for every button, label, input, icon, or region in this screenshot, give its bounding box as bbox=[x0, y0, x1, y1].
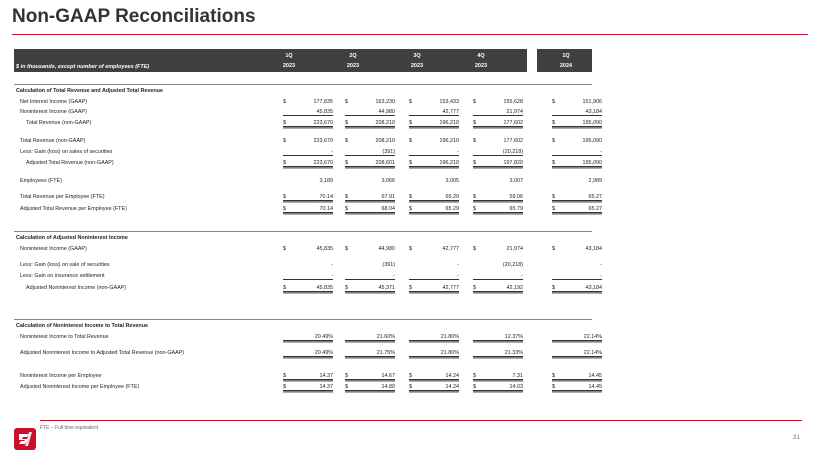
value-cell bbox=[409, 383, 459, 391]
value-cell bbox=[409, 272, 459, 280]
cell-value: - bbox=[331, 273, 333, 279]
value-cell bbox=[345, 205, 395, 213]
table-row bbox=[14, 245, 602, 253]
cell-value: 14.24 bbox=[445, 384, 459, 390]
cell-value: (20,218) bbox=[502, 262, 523, 268]
value-cell bbox=[552, 372, 602, 380]
value-cell bbox=[345, 261, 395, 269]
cell-value: - bbox=[521, 273, 523, 279]
currency-symbol: $ bbox=[345, 206, 348, 212]
page-number: 31 bbox=[792, 434, 800, 441]
row-label: Less: Gain (loss) on sale of securities bbox=[20, 262, 110, 268]
value-cell bbox=[409, 193, 459, 201]
table-row bbox=[14, 159, 602, 167]
currency-symbol: $ bbox=[473, 384, 476, 390]
value-cell bbox=[283, 284, 333, 292]
cell-value: 3,007 bbox=[509, 178, 523, 184]
value-cell bbox=[473, 108, 523, 116]
cell-value: - bbox=[331, 149, 333, 155]
currency-symbol: $ bbox=[552, 194, 555, 200]
cell-value: 65.27 bbox=[588, 206, 602, 212]
value-cell bbox=[409, 148, 459, 156]
value-cell bbox=[345, 272, 395, 280]
cell-value: 20.49% bbox=[314, 350, 333, 356]
cell-value: 3,189 bbox=[319, 178, 333, 184]
value-cell bbox=[409, 137, 459, 145]
section-title: Calculation of Noninterest Income to Total Revenue bbox=[16, 323, 148, 329]
value-cell bbox=[409, 205, 459, 213]
value-cell bbox=[283, 245, 333, 253]
value-cell bbox=[283, 148, 333, 156]
cell-value: - bbox=[457, 262, 459, 268]
cell-value: 59.06 bbox=[509, 194, 523, 200]
cell-value: 14.80 bbox=[381, 384, 395, 390]
value-cell bbox=[409, 108, 459, 116]
cell-value: - bbox=[457, 273, 459, 279]
currency-symbol: $ bbox=[552, 285, 555, 291]
value-cell bbox=[283, 205, 333, 213]
currency-symbol: $ bbox=[283, 285, 286, 291]
cell-value: 45,835 bbox=[316, 285, 333, 291]
value-cell bbox=[473, 137, 523, 145]
row-label: Noninterest Income (GAAP) bbox=[20, 109, 87, 115]
value-cell bbox=[283, 98, 333, 106]
row-label: Adjusted Total Revenue (non-GAAP) bbox=[26, 160, 114, 166]
cell-value: 21.60% bbox=[376, 334, 395, 340]
cell-value: 155,628 bbox=[503, 99, 523, 105]
cell-value: 65.27 bbox=[588, 194, 602, 200]
cell-value: 67.91 bbox=[381, 194, 395, 200]
value-cell bbox=[345, 148, 395, 156]
section-divider bbox=[14, 84, 592, 85]
value-cell bbox=[345, 177, 395, 185]
currency-symbol: $ bbox=[345, 194, 348, 200]
table-row bbox=[14, 205, 602, 213]
value-cell bbox=[473, 98, 523, 106]
currency-symbol: $ bbox=[473, 373, 476, 379]
value-cell bbox=[345, 245, 395, 253]
value-cell bbox=[552, 284, 602, 292]
value-cell bbox=[473, 245, 523, 253]
row-label: Less: Gain on insurance settlement bbox=[20, 273, 105, 279]
table-row bbox=[14, 261, 602, 269]
column-quarter: 2Q bbox=[349, 53, 357, 59]
cell-value: 177,602 bbox=[503, 120, 523, 126]
cell-value: 42,777 bbox=[442, 109, 459, 115]
value-cell bbox=[345, 137, 395, 145]
currency-symbol: $ bbox=[283, 99, 286, 105]
column-year: 2023 bbox=[410, 63, 424, 69]
cell-value: 45,835 bbox=[316, 109, 333, 115]
value-cell bbox=[473, 119, 523, 127]
units-note: $ in thousands, except number of employees (FTE) bbox=[16, 64, 150, 70]
cell-value: 12.37% bbox=[504, 334, 523, 340]
cell-value: 208,210 bbox=[375, 120, 395, 126]
cell-value: 45,371 bbox=[378, 285, 395, 291]
value-cell bbox=[552, 245, 602, 253]
cell-value: 22.14% bbox=[583, 334, 602, 340]
cell-value: (391) bbox=[382, 149, 395, 155]
value-cell bbox=[345, 284, 395, 292]
cell-value: 196,210 bbox=[439, 138, 459, 144]
cell-value: 65.79 bbox=[509, 206, 523, 212]
table-row bbox=[14, 383, 602, 391]
currency-symbol: $ bbox=[552, 384, 555, 390]
cell-value: 153,433 bbox=[439, 99, 459, 105]
page-title: Non-GAAP Reconciliations bbox=[12, 6, 256, 27]
value-cell bbox=[552, 108, 602, 116]
currency-symbol: $ bbox=[283, 138, 286, 144]
currency-symbol: $ bbox=[409, 285, 412, 291]
table-row bbox=[14, 333, 602, 341]
cell-value: 65.29 bbox=[445, 206, 459, 212]
cell-value: 42,777 bbox=[442, 246, 459, 252]
table-row bbox=[14, 372, 602, 380]
cell-value: 70.14 bbox=[319, 194, 333, 200]
section-header bbox=[14, 322, 592, 330]
section-divider bbox=[14, 319, 592, 320]
currency-symbol: $ bbox=[409, 206, 412, 212]
value-cell bbox=[283, 261, 333, 269]
cell-value: 42,777 bbox=[442, 285, 459, 291]
currency-symbol: $ bbox=[552, 206, 555, 212]
cell-value: 196,210 bbox=[439, 120, 459, 126]
value-cell bbox=[283, 108, 333, 116]
currency-symbol: $ bbox=[473, 99, 476, 105]
currency-symbol: $ bbox=[409, 246, 412, 252]
currency-symbol: $ bbox=[409, 384, 412, 390]
cell-value: 223,670 bbox=[313, 138, 333, 144]
row-label: Adjusted Noninterest Income per Employee (FTE) bbox=[20, 384, 140, 390]
row-label: Noninterest Income per Employee bbox=[20, 373, 102, 379]
cell-value: - bbox=[331, 262, 333, 268]
value-cell bbox=[473, 383, 523, 391]
cell-value: 14.67 bbox=[381, 373, 395, 379]
value-cell bbox=[409, 159, 459, 167]
cell-value: - bbox=[600, 262, 602, 268]
currency-symbol: $ bbox=[345, 160, 348, 166]
section-header bbox=[14, 234, 592, 242]
table-row bbox=[14, 148, 602, 156]
row-label: Net Interest Income (GAAP) bbox=[20, 99, 88, 105]
value-cell bbox=[473, 372, 523, 380]
cell-value: 43,184 bbox=[585, 285, 602, 291]
cell-value: 7.31 bbox=[512, 373, 523, 379]
currency-symbol: $ bbox=[473, 160, 476, 166]
value-cell bbox=[409, 372, 459, 380]
currency-symbol: $ bbox=[552, 99, 555, 105]
company-logo-icon bbox=[14, 428, 36, 450]
value-cell bbox=[283, 383, 333, 391]
value-cell bbox=[473, 349, 523, 357]
value-cell bbox=[283, 349, 333, 357]
cell-value: 21.80% bbox=[440, 350, 459, 356]
value-cell bbox=[283, 159, 333, 167]
cell-value: 223,670 bbox=[313, 160, 333, 166]
value-cell bbox=[345, 349, 395, 357]
currency-symbol: $ bbox=[345, 285, 348, 291]
cell-value: 14.24 bbox=[445, 373, 459, 379]
cell-value: (20,218) bbox=[502, 149, 523, 155]
row-label: Employees (FTE) bbox=[20, 178, 62, 184]
cell-value: 14.45 bbox=[588, 384, 602, 390]
value-cell bbox=[552, 261, 602, 269]
cell-value: - bbox=[600, 273, 602, 279]
cell-value: 14.45 bbox=[588, 373, 602, 379]
title-divider bbox=[12, 34, 808, 35]
value-cell bbox=[345, 108, 395, 116]
section-header bbox=[14, 87, 592, 95]
cell-value: 43,184 bbox=[585, 246, 602, 252]
cell-value: 14.37 bbox=[319, 384, 333, 390]
cell-value: 44,980 bbox=[378, 246, 395, 252]
column-year: 2023 bbox=[346, 63, 360, 69]
currency-symbol: $ bbox=[345, 99, 348, 105]
value-cell bbox=[552, 119, 602, 127]
currency-symbol: $ bbox=[552, 373, 555, 379]
cell-value: 3,066 bbox=[381, 178, 395, 184]
table-row bbox=[14, 177, 602, 185]
table-row bbox=[14, 193, 602, 201]
currency-symbol: $ bbox=[345, 384, 348, 390]
row-label: Less: Gain (loss) on sales of securities bbox=[20, 149, 113, 155]
value-cell bbox=[345, 383, 395, 391]
value-cell bbox=[552, 193, 602, 201]
row-label: Total Revenue per Employee (FTE) bbox=[20, 194, 105, 200]
value-cell bbox=[552, 98, 602, 106]
column-quarter: 4Q bbox=[477, 53, 485, 59]
row-label: Adjusted Noninterest Income (non-GAAP) bbox=[26, 285, 127, 291]
currency-symbol: $ bbox=[283, 373, 286, 379]
row-label: Adjusted Total Revenue per Employee (FTE) bbox=[20, 206, 127, 212]
value-cell bbox=[283, 372, 333, 380]
table-row bbox=[14, 137, 602, 145]
value-cell bbox=[473, 159, 523, 167]
value-cell bbox=[283, 119, 333, 127]
value-cell bbox=[473, 177, 523, 185]
cell-value: 65.29 bbox=[445, 194, 459, 200]
table-row bbox=[14, 284, 602, 292]
row-label: Noninterest Income (GAAP) bbox=[20, 246, 87, 252]
cell-value: 195,090 bbox=[582, 160, 602, 166]
currency-symbol: $ bbox=[283, 160, 286, 166]
section-title: Calculation of Total Revenue and Adjusted Total Revenue bbox=[16, 88, 163, 94]
value-cell bbox=[473, 333, 523, 341]
cell-value: 21,974 bbox=[506, 246, 523, 252]
value-cell bbox=[283, 177, 333, 185]
value-cell bbox=[409, 333, 459, 341]
row-label: Noninterest Income to Total Revenue bbox=[20, 334, 109, 340]
cell-value: 22.14% bbox=[583, 350, 602, 356]
value-cell bbox=[552, 383, 602, 391]
value-cell bbox=[552, 205, 602, 213]
table-row bbox=[14, 98, 602, 106]
currency-symbol: $ bbox=[409, 120, 412, 126]
section-title: Calculation of Adjusted Noninterest Income bbox=[16, 235, 128, 241]
cell-value: - bbox=[457, 149, 459, 155]
table-row bbox=[14, 108, 602, 116]
cell-value: 21.33% bbox=[504, 350, 523, 356]
currency-symbol: $ bbox=[283, 206, 286, 212]
value-cell bbox=[409, 119, 459, 127]
value-cell bbox=[552, 159, 602, 167]
currency-symbol: $ bbox=[283, 194, 286, 200]
currency-symbol: $ bbox=[552, 246, 555, 252]
cell-value: 177,835 bbox=[313, 99, 333, 105]
cell-value: 2,989 bbox=[588, 178, 602, 184]
cell-value: 196,210 bbox=[439, 160, 459, 166]
currency-symbol: $ bbox=[409, 373, 412, 379]
value-cell bbox=[345, 372, 395, 380]
cell-value: 42,192 bbox=[506, 285, 523, 291]
value-cell bbox=[409, 261, 459, 269]
value-cell bbox=[552, 148, 602, 156]
value-cell bbox=[552, 137, 602, 145]
cell-value: 68.04 bbox=[381, 206, 395, 212]
value-cell bbox=[345, 98, 395, 106]
currency-symbol: $ bbox=[345, 246, 348, 252]
currency-symbol: $ bbox=[473, 120, 476, 126]
row-label: Total Revenue (non-GAAP) bbox=[20, 138, 86, 144]
cell-value: 208,210 bbox=[375, 138, 395, 144]
cell-value: 20.49% bbox=[314, 334, 333, 340]
cell-value: 21.80% bbox=[440, 334, 459, 340]
table-header bbox=[14, 49, 592, 72]
value-cell bbox=[345, 193, 395, 201]
value-cell bbox=[473, 284, 523, 292]
cell-value: - bbox=[600, 149, 602, 155]
currency-symbol: $ bbox=[283, 120, 286, 126]
column-year: 2023 bbox=[474, 63, 488, 69]
currency-symbol: $ bbox=[473, 246, 476, 252]
currency-symbol: $ bbox=[345, 373, 348, 379]
value-cell bbox=[552, 272, 602, 280]
column-quarter: 1Q bbox=[562, 53, 570, 59]
cell-value: 223,670 bbox=[313, 120, 333, 126]
cell-value: 197,820 bbox=[503, 160, 523, 166]
cell-value: 14.37 bbox=[319, 373, 333, 379]
value-cell bbox=[473, 261, 523, 269]
value-cell bbox=[283, 193, 333, 201]
cell-value: 21.75% bbox=[376, 350, 395, 356]
value-cell bbox=[283, 272, 333, 280]
row-label: Adjusted Noninterest Income to Adjusted Total Revenue (non-GAAP) bbox=[20, 350, 185, 356]
value-cell bbox=[283, 333, 333, 341]
value-cell bbox=[345, 119, 395, 127]
cell-value: 195,090 bbox=[582, 120, 602, 126]
cell-value: 195,090 bbox=[582, 138, 602, 144]
column-quarter: 1Q bbox=[285, 53, 293, 59]
column-year: 2023 bbox=[282, 63, 296, 69]
value-cell bbox=[409, 177, 459, 185]
value-cell bbox=[283, 137, 333, 145]
value-cell bbox=[345, 159, 395, 167]
cell-value: 43,184 bbox=[585, 109, 602, 115]
cell-value: 44,980 bbox=[378, 109, 395, 115]
header-gap bbox=[527, 49, 537, 72]
currency-symbol: $ bbox=[473, 285, 476, 291]
column-quarter: 3Q bbox=[413, 53, 421, 59]
value-cell bbox=[473, 205, 523, 213]
currency-symbol: $ bbox=[283, 246, 286, 252]
currency-symbol: $ bbox=[409, 160, 412, 166]
currency-symbol: $ bbox=[409, 194, 412, 200]
cell-value: 21,974 bbox=[506, 109, 523, 115]
cell-value: - bbox=[393, 273, 395, 279]
currency-symbol: $ bbox=[552, 120, 555, 126]
cell-value: 45,835 bbox=[316, 246, 333, 252]
value-cell bbox=[552, 349, 602, 357]
currency-symbol: $ bbox=[473, 138, 476, 144]
cell-value: 3,005 bbox=[445, 178, 459, 184]
currency-symbol: $ bbox=[283, 384, 286, 390]
row-label: Total Revenue (non-GAAP) bbox=[26, 120, 92, 126]
value-cell bbox=[473, 193, 523, 201]
value-cell bbox=[345, 333, 395, 341]
table-row bbox=[14, 349, 602, 357]
cell-value: 70.14 bbox=[319, 206, 333, 212]
column-year: 2024 bbox=[559, 63, 573, 69]
section-divider bbox=[14, 231, 592, 232]
value-cell bbox=[552, 177, 602, 185]
cell-value: 177,602 bbox=[503, 138, 523, 144]
cell-value: (391) bbox=[382, 262, 395, 268]
value-cell bbox=[409, 349, 459, 357]
value-cell bbox=[409, 245, 459, 253]
currency-symbol: $ bbox=[409, 138, 412, 144]
value-cell bbox=[473, 272, 523, 280]
table-row bbox=[14, 272, 602, 280]
currency-symbol: $ bbox=[409, 99, 412, 105]
cell-value: 208,601 bbox=[375, 160, 395, 166]
currency-symbol: $ bbox=[552, 138, 555, 144]
currency-symbol: $ bbox=[345, 120, 348, 126]
value-cell bbox=[473, 148, 523, 156]
footer-divider bbox=[40, 420, 802, 421]
value-cell bbox=[552, 333, 602, 341]
value-cell bbox=[409, 284, 459, 292]
cell-value: 151,906 bbox=[582, 99, 602, 105]
cell-value: 14.03 bbox=[509, 384, 523, 390]
value-cell bbox=[409, 98, 459, 106]
currency-symbol: $ bbox=[473, 206, 476, 212]
footnote: FTE – Full time equivalent bbox=[40, 425, 99, 431]
cell-value: 163,230 bbox=[375, 99, 395, 105]
table-row bbox=[14, 119, 602, 127]
currency-symbol: $ bbox=[473, 194, 476, 200]
currency-symbol: $ bbox=[345, 138, 348, 144]
currency-symbol: $ bbox=[552, 160, 555, 166]
